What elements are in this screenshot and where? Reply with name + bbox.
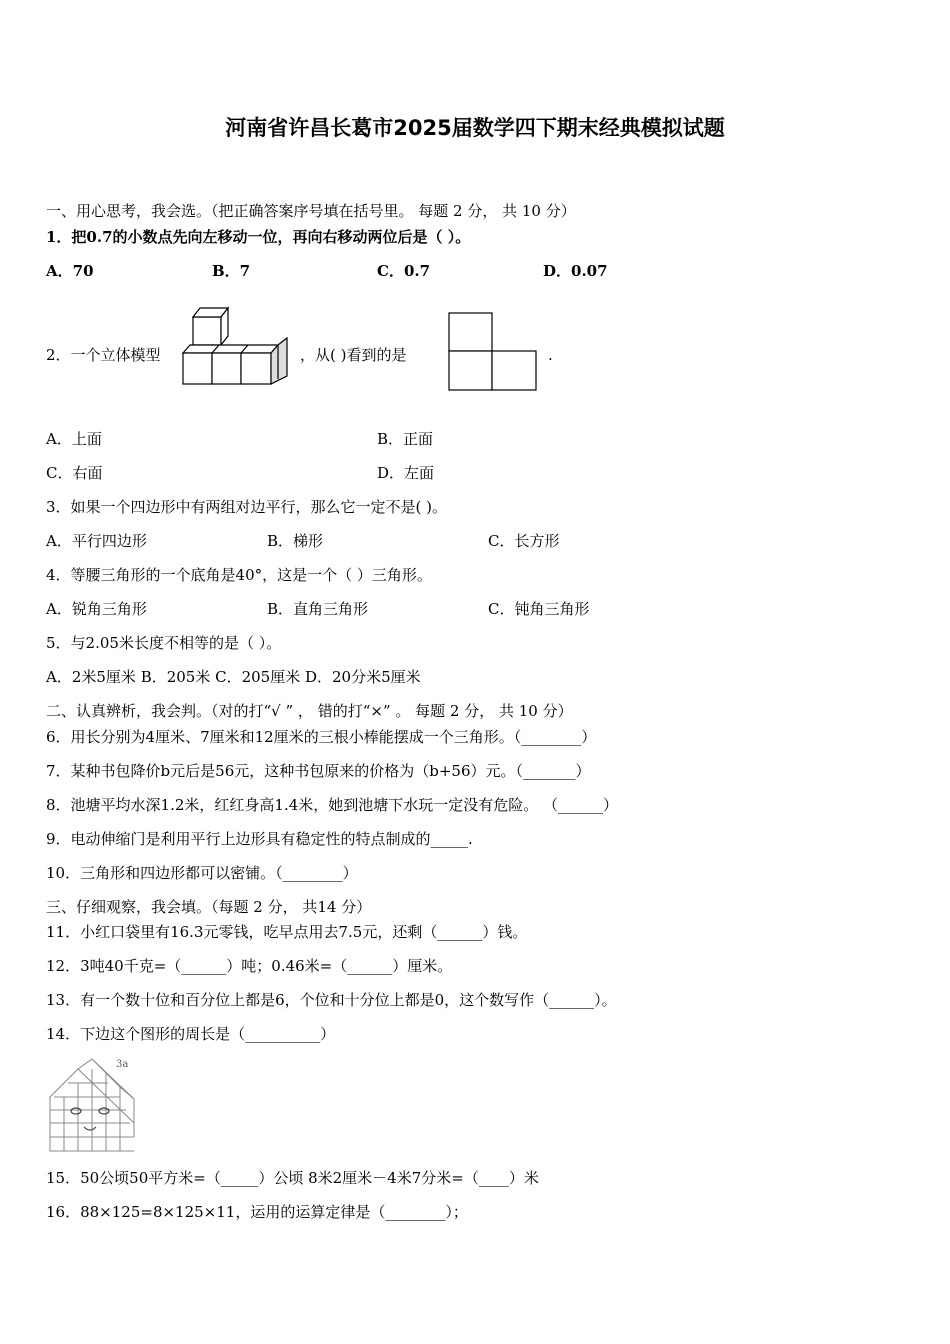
q2-option-c: C．右面 [46, 464, 103, 482]
q3-option-a: A．平行四边形 [46, 532, 147, 550]
q4-option-b: B．直角三角形 [267, 600, 369, 618]
question-10: 10．三角形和四边形都可以密铺。（________） [46, 864, 358, 882]
question-4: 4．等腰三角形的一个底角是40°，这是一个（ ）三角形。 [46, 566, 432, 584]
q2-option-b: B．正面 [377, 430, 434, 448]
q4-option-a: A．锐角三角形 [46, 600, 147, 618]
grid-figure [46, 1055, 140, 1155]
question-13: 13．有一个数十位和百分位上都是6，个位和十分位上都是0，这个数写作（______）。 [46, 991, 617, 1009]
question-11: 11．小红口袋里有16.3元零钱，吃早点用去7.5元，还剩（______）钱。 [46, 923, 528, 941]
q1-option-a: A．70 [46, 262, 94, 280]
view-shape-figure [448, 312, 538, 392]
question-14: 14．下边这个图形的周长是（__________） [46, 1025, 336, 1043]
grid-figure-label: 3a [116, 1059, 129, 1070]
q4-option-c: C．钝角三角形 [488, 600, 590, 618]
q1-option-d: D．0.07 [543, 262, 608, 280]
section-3-heading: 三、仔细观察，我会填。（每题 2 分， 共14 分） [46, 898, 372, 916]
question-2-middle: ，从( )看到的是 [300, 346, 407, 364]
question-8: 8．池塘平均水深1.2米，红红身高1.4米，她到池塘下水玩一定没有危险。 （______） [46, 796, 619, 814]
q2-option-d: D．左面 [377, 464, 435, 482]
question-7: 7．某种书包降价b元后是56元，这种书包原来的价格为（b+56）元。（_______） [46, 762, 591, 780]
question-9: 9．电动伸缩门是利用平行上边形具有稳定性的特点制成的_____. [46, 830, 473, 848]
q3-option-c: C．长方形 [488, 532, 560, 550]
q5-options: A．2米5厘米 B．205米 C．205厘米 D．20分米5厘米 [46, 668, 421, 686]
question-5: 5．与2.05米长度不相等的是（ ）。 [46, 634, 282, 652]
question-2-prefix: 2．一个立体模型 [46, 346, 161, 364]
question-12: 12．3吨40千克=（______）吨；0.46米=（______）厘米。 [46, 957, 453, 975]
question-3: 3．如果一个四边形中有两组对边平行，那么它一定不是( )。 [46, 498, 448, 516]
section-1-heading: 一、用心思考，我会选。（把正确答案序号填在括号里。 每题 2 分， 共 10 分） [46, 202, 576, 220]
question-16: 16．88×125=8×125×11，运用的运算定律是（________）； [46, 1203, 468, 1221]
q1-option-c: C．0.7 [377, 262, 431, 280]
section-2-heading: 二、认真辨析，我会判。（对的打“√ ” ， 错的打“×” 。 每题 2 分， 共 10 分） [46, 702, 573, 720]
question-2-suffix: . [548, 346, 553, 364]
q2-option-a: A．上面 [46, 430, 102, 448]
question-6: 6．用长分别为4厘米、7厘米和12厘米的三根小棒能摆成一个三角形。（________） [46, 728, 597, 746]
question-15: 15．50公顷50平方米=（_____）公顷 8米2厘米－4米7分米=（____）米 [46, 1169, 539, 1187]
page-title: 河南省许昌长葛市2025届数学四下期末经典模拟试题 [225, 116, 725, 140]
question-1: 1．把0.7的小数点先向左移动一位，再向右移动两位后是（ ）。 [46, 228, 471, 246]
q3-option-b: B．梯形 [267, 532, 324, 550]
cube-model-figure [180, 305, 292, 387]
q1-option-b: B．7 [212, 262, 251, 280]
